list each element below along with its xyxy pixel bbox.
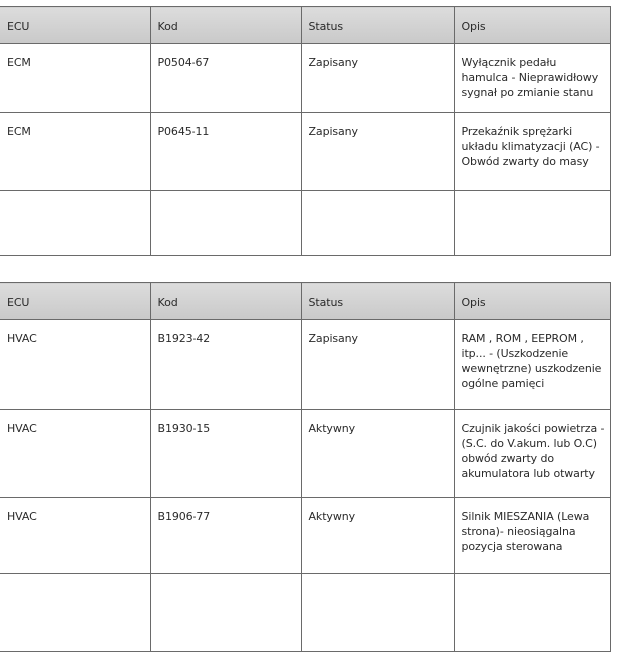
header-status: Status bbox=[301, 283, 454, 320]
header-ecu: ECU bbox=[0, 283, 150, 320]
cell-kod: P0645-11 bbox=[150, 113, 301, 191]
table-header-row bbox=[0, 283, 610, 320]
cell-ecu: ECM bbox=[0, 113, 150, 191]
header-kod: Kod bbox=[150, 283, 301, 320]
cell-ecu: HVAC bbox=[0, 320, 150, 410]
cell-ecu bbox=[0, 574, 150, 652]
cell-kod: P0504-67 bbox=[150, 44, 301, 113]
cell-kod: B1930-15 bbox=[150, 410, 301, 498]
cell-status bbox=[301, 574, 454, 652]
table-row bbox=[0, 44, 610, 113]
cell-opis: RAM , ROM , EEPROM , itp... - (Uszkodzenie wewnętrzne) uszkodzenie ogólne pamięci bbox=[454, 320, 610, 410]
cell-status: Zapisany bbox=[301, 44, 454, 113]
cell-status: Zapisany bbox=[301, 320, 454, 410]
cell-status: Aktywny bbox=[301, 410, 454, 498]
cell-kod: B1906-77 bbox=[150, 498, 301, 574]
table-header-row bbox=[0, 7, 610, 44]
header-kod: Kod bbox=[150, 7, 301, 44]
header-ecu: ECU bbox=[0, 7, 150, 44]
cell-status: Zapisany bbox=[301, 113, 454, 191]
cell-opis: Czujnik jakości powietrza - (S.C. do V.akum. lub O.C) obwód zwarty do akumulatora lub otwarty bbox=[454, 410, 610, 498]
table-row bbox=[0, 320, 610, 410]
cell-status: Aktywny bbox=[301, 498, 454, 574]
table-row bbox=[0, 191, 610, 256]
cell-ecu: HVAC bbox=[0, 498, 150, 574]
dtc-table-ecm bbox=[0, 6, 611, 256]
cell-ecu: ECM bbox=[0, 44, 150, 113]
cell-opis bbox=[454, 574, 610, 652]
header-opis: Opis bbox=[454, 7, 610, 44]
header-opis: Opis bbox=[454, 283, 610, 320]
cell-opis: Przekaźnik sprężarki układu klimatyzacji (AC) - Obwód zwarty do masy bbox=[454, 113, 610, 191]
cell-kod bbox=[150, 191, 301, 256]
cell-ecu bbox=[0, 191, 150, 256]
table-row bbox=[0, 498, 610, 574]
cell-status bbox=[301, 191, 454, 256]
header-status: Status bbox=[301, 7, 454, 44]
cell-opis: Wyłącznik pedału hamulca - Nieprawidłowy sygnał po zmianie stanu bbox=[454, 44, 610, 113]
table-row bbox=[0, 410, 610, 498]
cell-kod: B1923-42 bbox=[150, 320, 301, 410]
cell-kod bbox=[150, 574, 301, 652]
table-row bbox=[0, 113, 610, 191]
cell-opis: Silnik MIESZANIA (Lewa strona)- nieosiągalna pozycja sterowana bbox=[454, 498, 610, 574]
dtc-table-hvac bbox=[0, 282, 611, 652]
cell-ecu: HVAC bbox=[0, 410, 150, 498]
table-row bbox=[0, 574, 610, 652]
cell-opis bbox=[454, 191, 610, 256]
